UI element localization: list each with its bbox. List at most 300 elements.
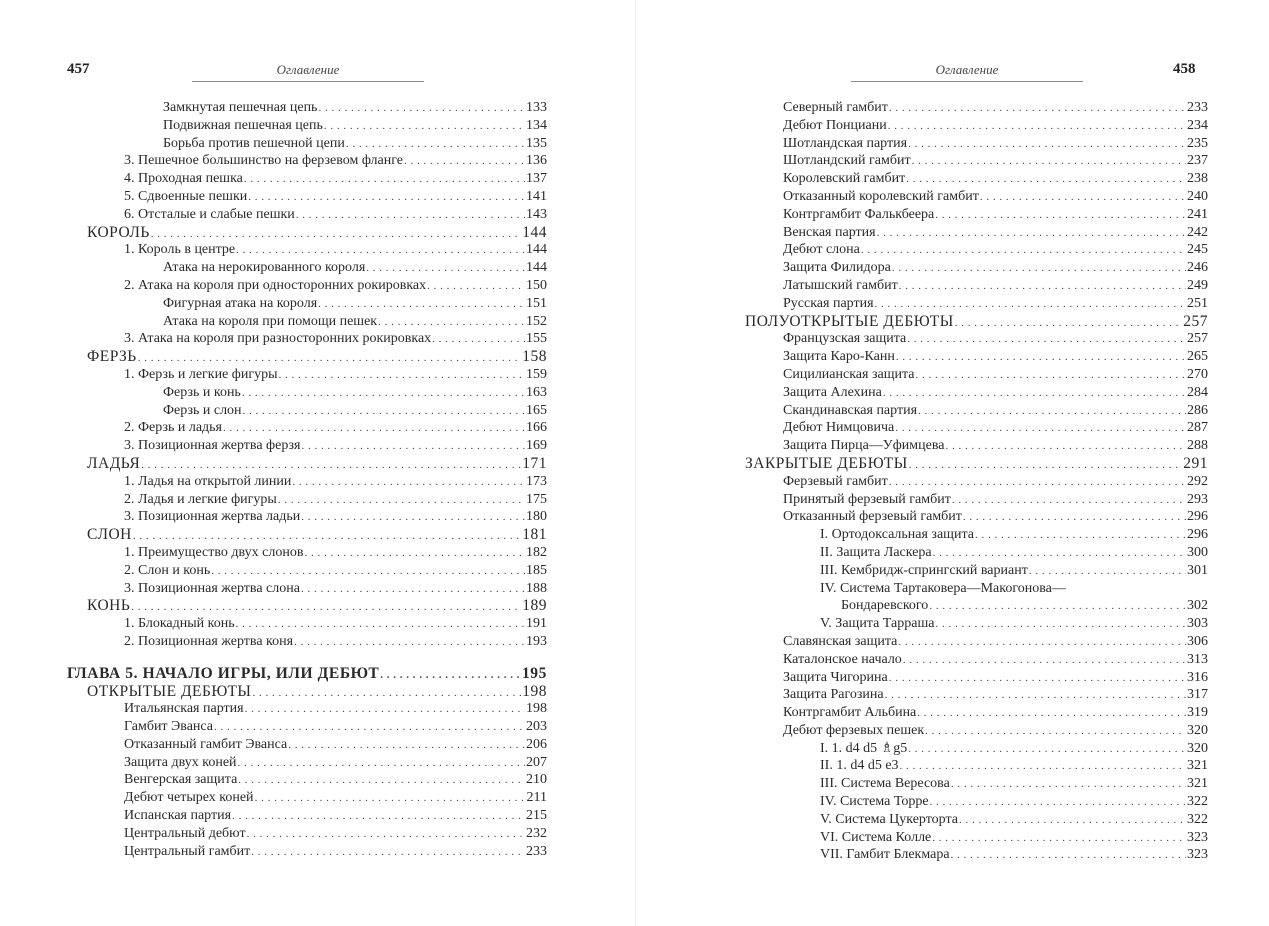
dot-leader bbox=[906, 171, 1186, 189]
dot-leader bbox=[963, 509, 1186, 527]
toc-entry-title: Шотландская партия bbox=[783, 135, 908, 151]
toc-page-number: 232 bbox=[526, 825, 547, 841]
dot-leader bbox=[899, 278, 1186, 296]
toc-entry-title: КОРОЛЬ bbox=[87, 223, 150, 241]
toc-entry bbox=[745, 686, 1208, 704]
toc-section-heading bbox=[745, 455, 1208, 473]
toc-entry-title: Защита Рагозина bbox=[783, 687, 884, 703]
toc-entry bbox=[745, 597, 1208, 615]
toc-page-number: 257 bbox=[1187, 331, 1208, 347]
toc-entry-title: II. Защита Ласкера bbox=[820, 544, 932, 560]
toc-page-number: 296 bbox=[1187, 509, 1208, 525]
toc-entry-title: Ферзь и слон bbox=[163, 402, 242, 418]
dot-leader bbox=[427, 278, 525, 296]
dot-leader bbox=[278, 492, 525, 510]
toc-entry-title: Бондаревского bbox=[841, 598, 929, 614]
toc-entry-title: Атака на нерокированного короля bbox=[163, 260, 366, 276]
dot-leader bbox=[889, 100, 1186, 118]
dot-leader bbox=[247, 826, 525, 844]
toc-entry-title: IV. Система Торре bbox=[820, 794, 929, 810]
toc-entry-title: 2. Ферзь и ладья bbox=[124, 420, 222, 436]
toc-entry-title: Дебют четырех коней bbox=[124, 790, 254, 806]
toc-page-number: 198 bbox=[522, 682, 547, 700]
dot-leader bbox=[903, 652, 1186, 670]
dot-leader bbox=[296, 207, 525, 225]
dot-leader bbox=[252, 685, 521, 703]
toc-entry bbox=[745, 526, 1208, 544]
toc-entry bbox=[745, 473, 1208, 491]
toc-entry bbox=[745, 99, 1208, 117]
dot-leader bbox=[908, 741, 1186, 759]
toc-entry-title: Защита Пирца—Уфимцева bbox=[783, 438, 945, 454]
dot-leader bbox=[952, 492, 1186, 510]
toc-entry-title: Испанская партия bbox=[124, 808, 232, 824]
toc-section-heading bbox=[67, 683, 547, 701]
toc-entry bbox=[67, 313, 547, 331]
dot-leader bbox=[930, 794, 1186, 812]
toc-entry bbox=[67, 807, 547, 825]
toc-entry-title: ГЛАВА 5. НАЧАЛО ИГРЫ, ИЛИ ДЕБЮТ bbox=[67, 664, 380, 682]
toc-section-heading bbox=[67, 455, 547, 473]
toc-page-number: 292 bbox=[1187, 473, 1208, 489]
toc-entry bbox=[67, 259, 547, 277]
toc-entry-title: Защита Филидора bbox=[783, 260, 891, 276]
toc-entry-title: VI. Система Колле bbox=[820, 829, 932, 845]
toc-entry-title: ЗАКРЫТЫЕ ДЕБЮТЫ bbox=[745, 454, 908, 472]
toc-entry bbox=[745, 740, 1208, 758]
toc-page-number: 175 bbox=[526, 491, 547, 507]
toc-section-heading bbox=[67, 526, 547, 544]
toc-entry-title: Дебют Понциани bbox=[783, 117, 887, 133]
dot-leader bbox=[223, 420, 525, 438]
toc-page-number: 249 bbox=[1187, 277, 1208, 293]
toc-entry-title: 2. Слон и конь bbox=[124, 562, 211, 578]
dot-leader bbox=[301, 509, 525, 527]
dot-leader bbox=[933, 545, 1186, 563]
toc-entry bbox=[745, 615, 1208, 633]
toc-entry-title: Защита Алехина bbox=[783, 384, 882, 400]
toc-page-number: 233 bbox=[526, 843, 547, 859]
dot-leader bbox=[900, 758, 1186, 776]
toc-entry-title: Отказанный королевский гамбит bbox=[783, 188, 979, 204]
toc-entry bbox=[745, 669, 1208, 687]
toc-page-number: 141 bbox=[526, 188, 547, 204]
toc-entry bbox=[67, 295, 547, 313]
toc-page-number: 251 bbox=[1187, 295, 1208, 311]
toc-page-number: 323 bbox=[1187, 847, 1208, 863]
toc-entry-title: V. Защита Тарраша bbox=[820, 616, 935, 632]
toc-page-number: 321 bbox=[1187, 758, 1208, 774]
toc-entry bbox=[67, 771, 547, 789]
toc-entry-title: Контргамбит Фалькбеера bbox=[783, 206, 935, 222]
header-rule bbox=[192, 81, 424, 82]
dot-leader bbox=[909, 457, 1183, 475]
dot-leader bbox=[301, 581, 525, 599]
toc-entry bbox=[67, 736, 547, 754]
toc-entry bbox=[745, 508, 1208, 526]
dot-leader bbox=[951, 776, 1186, 794]
toc-entry bbox=[745, 259, 1208, 277]
toc-section-heading bbox=[745, 313, 1208, 331]
toc-entry-title: II. 1. d4 d5 e3 bbox=[820, 758, 899, 774]
toc-page-number: 150 bbox=[526, 277, 547, 293]
toc-entry-title: I. 1. d4 d5 ♗g5 bbox=[820, 740, 908, 756]
toc-page-number: 203 bbox=[526, 719, 547, 735]
dot-leader bbox=[255, 790, 526, 808]
toc-page-number: 316 bbox=[1187, 669, 1208, 685]
toc-entry bbox=[745, 224, 1208, 242]
toc-page-number: 191 bbox=[526, 616, 547, 632]
toc-entry-title: Скандинавская партия bbox=[783, 402, 918, 418]
toc-entry bbox=[745, 793, 1208, 811]
toc-entry-title: Центральный гамбит bbox=[124, 843, 251, 859]
toc-entry-title: Дебют ферзевых пешек bbox=[783, 722, 925, 738]
toc-page-number: 211 bbox=[526, 790, 547, 806]
toc-page-number: 246 bbox=[1187, 260, 1208, 276]
toc-page-number: 163 bbox=[526, 384, 547, 400]
toc-entry-title: 3. Позиционная жертва слона bbox=[124, 580, 300, 596]
dot-leader bbox=[301, 438, 525, 456]
dot-leader bbox=[292, 474, 525, 492]
dot-leader bbox=[346, 136, 525, 154]
toc-page-number: 143 bbox=[526, 206, 547, 222]
dot-leader bbox=[242, 385, 525, 403]
dot-leader bbox=[885, 687, 1186, 705]
toc-entry-title: 2. Атака на короля при односторонних рокировках bbox=[124, 277, 427, 293]
toc-page-number: 151 bbox=[526, 295, 547, 311]
toc-entry bbox=[67, 843, 547, 861]
toc-entry bbox=[745, 580, 1208, 598]
toc-page-number: 301 bbox=[1187, 562, 1208, 578]
toc-entry-title: Принятый ферзевый гамбит bbox=[783, 491, 951, 507]
toc-page-number: 322 bbox=[1187, 811, 1208, 827]
toc-page-number: 180 bbox=[526, 509, 547, 525]
dot-leader bbox=[888, 118, 1186, 136]
toc-entry bbox=[745, 757, 1208, 775]
toc-entry bbox=[745, 722, 1208, 740]
toc-entry-title: 4. Проходная пешка bbox=[124, 171, 243, 187]
toc-page-number: 237 bbox=[1187, 153, 1208, 169]
toc-entry bbox=[745, 651, 1208, 669]
toc-entry bbox=[745, 277, 1208, 295]
dot-leader bbox=[889, 474, 1186, 492]
toc-entry-title: 1. Ладья на открытой линии bbox=[124, 473, 292, 489]
toc-entry bbox=[745, 775, 1208, 793]
dot-leader bbox=[279, 367, 525, 385]
toc-page-number: 321 bbox=[1187, 776, 1208, 792]
running-head: Оглавление bbox=[935, 62, 999, 77]
dot-leader bbox=[892, 260, 1186, 278]
toc-entry-title: VII. Гамбит Блекмара bbox=[820, 847, 950, 863]
toc-page-number: 144 bbox=[526, 260, 547, 276]
toc-entry-title: Каталонское начало bbox=[783, 651, 902, 667]
dot-leader bbox=[243, 403, 525, 421]
toc-entry bbox=[67, 384, 547, 402]
page-number: 458 bbox=[1173, 61, 1196, 77]
toc-entry bbox=[67, 825, 547, 843]
toc-entry-title: ОТКРЫТЫЕ ДЕБЮТЫ bbox=[87, 682, 252, 700]
dot-leader bbox=[214, 719, 525, 737]
toc-page-number: 240 bbox=[1187, 188, 1208, 204]
toc-entry bbox=[745, 206, 1208, 224]
toc-page-number: 181 bbox=[522, 526, 547, 544]
toc-entry bbox=[67, 754, 547, 772]
dot-leader bbox=[955, 315, 1182, 333]
toc-page-number: 136 bbox=[526, 153, 547, 169]
header-rule bbox=[851, 81, 1083, 82]
toc-entry-title: I. Ортодоксальная защита bbox=[820, 527, 974, 543]
dot-leader bbox=[875, 296, 1186, 314]
toc-entry-title: 3. Позиционная жертва ладьи bbox=[124, 509, 301, 525]
toc-page-number: 291 bbox=[1183, 454, 1208, 472]
toc-entry bbox=[67, 277, 547, 295]
toc-entry bbox=[745, 366, 1208, 384]
toc-entry bbox=[67, 580, 547, 598]
toc-entry bbox=[745, 330, 1208, 348]
toc-entry-title: Королевский гамбит bbox=[783, 171, 906, 187]
toc-entry bbox=[745, 544, 1208, 562]
dot-leader bbox=[959, 812, 1186, 830]
toc-entry bbox=[67, 330, 547, 348]
dot-leader bbox=[366, 260, 525, 278]
dot-leader bbox=[861, 242, 1186, 260]
dot-leader bbox=[236, 242, 525, 260]
dot-leader bbox=[929, 598, 1186, 616]
toc-entry bbox=[745, 152, 1208, 170]
toc-entry bbox=[67, 633, 547, 651]
dot-leader bbox=[975, 527, 1186, 545]
toc-entry-title: Защита двух коней bbox=[124, 754, 237, 770]
toc-entry-title: 1. Ферзь и легкие фигуры bbox=[124, 366, 278, 382]
toc-entry-title: Русская партия bbox=[783, 295, 874, 311]
toc-entry-title: Борьба против пешечной цепи bbox=[163, 135, 345, 151]
toc-entry bbox=[67, 419, 547, 437]
toc-page-number: 210 bbox=[526, 772, 547, 788]
toc-entry-title: СЛОН bbox=[87, 526, 132, 544]
dot-leader bbox=[915, 367, 1186, 385]
toc-page-number: 287 bbox=[1187, 420, 1208, 436]
dot-leader bbox=[324, 118, 525, 136]
dot-leader bbox=[251, 844, 525, 862]
toc-entry-title: 3. Атака на короля при разносторонних рокировках bbox=[124, 331, 432, 347]
toc-entry-title: Защита Чигорина bbox=[783, 669, 888, 685]
toc-entry-title: Дебют Нимцовича bbox=[783, 420, 895, 436]
toc-entry-title: Замкнутая пешечная цепь bbox=[163, 100, 318, 115]
toc-page-number: 144 bbox=[526, 242, 547, 258]
dot-leader bbox=[232, 808, 525, 826]
toc-page-number: 322 bbox=[1187, 794, 1208, 810]
toc-entry-title: Подвижная пешечная цепь bbox=[163, 117, 323, 133]
toc-page-number: 306 bbox=[1187, 633, 1208, 649]
toc-entry-title: Дебют слона bbox=[783, 242, 860, 258]
toc-page-number: 207 bbox=[526, 754, 547, 770]
toc-entry-title: Отказанный гамбит Эванса bbox=[124, 736, 288, 752]
toc-entry-title: Французская защита bbox=[783, 331, 907, 347]
toc-entry-title: Гамбит Эванса bbox=[124, 719, 214, 735]
toc-entry-title: Ферзевый гамбит bbox=[783, 473, 888, 489]
toc-page-number: 238 bbox=[1187, 171, 1208, 187]
toc-entry-title: Центральный дебют bbox=[124, 825, 246, 841]
toc-entry-title: Фигурная атака на короля bbox=[163, 295, 318, 311]
toc-entry bbox=[67, 117, 547, 135]
toc-section-heading bbox=[67, 348, 547, 366]
dot-leader bbox=[883, 385, 1186, 403]
toc-page-number: 313 bbox=[1187, 651, 1208, 667]
toc-page-number: 173 bbox=[526, 473, 547, 489]
toc-page-number: 135 bbox=[526, 135, 547, 151]
toc-entry bbox=[745, 117, 1208, 135]
toc-entry bbox=[67, 544, 547, 562]
toc-page-number: 302 bbox=[1187, 598, 1208, 614]
toc-page-number: 134 bbox=[526, 117, 547, 133]
dot-leader bbox=[912, 153, 1186, 171]
toc-entry-title: ЛАДЬЯ bbox=[87, 454, 141, 472]
toc-entry bbox=[745, 846, 1208, 864]
dot-leader bbox=[318, 296, 525, 314]
dot-leader bbox=[304, 545, 525, 563]
dot-leader bbox=[896, 349, 1186, 367]
dot-leader bbox=[907, 331, 1186, 349]
toc-entry-title: ФЕРЗЬ bbox=[87, 348, 137, 366]
toc-page-number: 189 bbox=[522, 597, 547, 615]
toc-entry-title: Шотландский гамбит bbox=[783, 153, 911, 169]
toc-entry bbox=[745, 419, 1208, 437]
dot-leader bbox=[895, 420, 1186, 438]
toc-page-number: 242 bbox=[1187, 224, 1208, 240]
toc-entry-title: Сицилианская защита bbox=[783, 366, 915, 382]
running-head: Оглавление bbox=[276, 62, 340, 77]
toc-page-number: 215 bbox=[526, 808, 547, 824]
toc-page-number: 270 bbox=[1187, 366, 1208, 382]
toc-entry-title: 3. Позиционная жертва ферзя bbox=[124, 438, 301, 454]
toc-entry bbox=[745, 437, 1208, 455]
toc-entry bbox=[745, 829, 1208, 847]
toc-entry-title: Северный гамбит bbox=[783, 100, 888, 115]
toc-page-number: 303 bbox=[1187, 616, 1208, 632]
toc-entry bbox=[67, 366, 547, 384]
dot-leader bbox=[378, 314, 525, 332]
dot-leader bbox=[889, 670, 1186, 688]
toc-page-number: 257 bbox=[1183, 312, 1208, 330]
toc-entry-title: 1. Король в центре bbox=[124, 242, 236, 258]
toc-entry-title: 6. Отсталые и слабые пешки bbox=[124, 206, 295, 222]
dot-leader bbox=[932, 830, 1186, 848]
toc-page-number: 284 bbox=[1187, 384, 1208, 400]
toc-entry-title: Латышский гамбит bbox=[783, 277, 898, 293]
toc-entry-title: 1. Преимущество двух слонов bbox=[124, 544, 304, 560]
toc-entry-title: Венская партия bbox=[783, 224, 876, 240]
toc-entry bbox=[67, 188, 547, 206]
toc-page-number: 133 bbox=[526, 100, 547, 115]
toc-entry bbox=[67, 615, 547, 633]
toc-entry-title: Контргамбит Альбина bbox=[783, 705, 917, 721]
toc-entry-title: Венгерская защита bbox=[124, 772, 238, 788]
right-page bbox=[636, 0, 1269, 926]
toc-entry bbox=[745, 562, 1208, 580]
dot-leader bbox=[211, 563, 525, 581]
dot-leader bbox=[432, 331, 525, 349]
dot-leader bbox=[925, 723, 1186, 741]
toc-page-number: 317 bbox=[1187, 687, 1208, 703]
toc-entry bbox=[745, 402, 1208, 420]
toc-entry-title: III. Система Вересова bbox=[820, 776, 950, 792]
toc-page-number: 165 bbox=[526, 402, 547, 418]
toc-entry-title: 5. Сдвоенные пешки bbox=[124, 188, 248, 204]
toc-entry-title: Славянская защита bbox=[783, 633, 898, 649]
toc-entry bbox=[67, 241, 547, 259]
toc-entry bbox=[745, 811, 1208, 829]
dot-leader bbox=[404, 153, 525, 171]
dot-leader bbox=[294, 634, 525, 652]
dot-leader bbox=[935, 207, 1186, 225]
dot-leader bbox=[877, 225, 1186, 243]
toc-entry bbox=[745, 704, 1208, 722]
toc-entry-title: Ферзь и конь bbox=[163, 384, 241, 400]
toc-entry bbox=[67, 562, 547, 580]
dot-leader bbox=[918, 403, 1186, 421]
dot-leader bbox=[236, 616, 525, 634]
toc-entry bbox=[67, 789, 547, 807]
toc-page-number: 169 bbox=[526, 438, 547, 454]
toc-entry bbox=[745, 348, 1208, 366]
toc-entry bbox=[745, 188, 1208, 206]
toc-entry-title: 2. Позиционная жертва коня bbox=[124, 633, 294, 649]
dot-leader bbox=[380, 667, 521, 685]
toc-section-heading bbox=[67, 597, 547, 615]
table-of-contents bbox=[745, 99, 1208, 864]
toc-section-heading bbox=[67, 665, 547, 683]
toc-entry bbox=[67, 718, 547, 736]
toc-entry bbox=[67, 700, 547, 718]
toc-entry-title: 2. Ладья и легкие фигуры bbox=[124, 491, 277, 507]
toc-page-number: 300 bbox=[1187, 544, 1208, 560]
toc-page-number: 320 bbox=[1187, 722, 1208, 738]
toc-page-number: 234 bbox=[1187, 117, 1208, 133]
toc-entry-title: IV. Система Тартаковера—Макогонова— bbox=[820, 580, 1066, 596]
page-number: 457 bbox=[67, 61, 90, 77]
toc-page-number: 158 bbox=[522, 348, 547, 366]
toc-entry bbox=[67, 402, 547, 420]
toc-entry-title: ПОЛУОТКРЫТЫЕ ДЕБЮТЫ bbox=[745, 312, 954, 330]
toc-page-number: 241 bbox=[1187, 206, 1208, 222]
toc-entry-title: Защита Каро-Канн bbox=[783, 349, 895, 365]
dot-leader bbox=[946, 438, 1187, 456]
toc-page-number: 155 bbox=[526, 331, 547, 347]
toc-page-number: 152 bbox=[526, 313, 547, 329]
toc-page-number: 319 bbox=[1187, 705, 1208, 721]
dot-leader bbox=[245, 701, 525, 719]
toc-page-number: 323 bbox=[1187, 829, 1208, 845]
toc-entry bbox=[745, 384, 1208, 402]
toc-page-number: 185 bbox=[526, 562, 547, 578]
toc-page-number: 293 bbox=[1187, 491, 1208, 507]
dot-leader bbox=[318, 100, 525, 118]
toc-entry-title: V. Система Цукерторта bbox=[820, 811, 959, 827]
toc-page-number: 265 bbox=[1187, 349, 1208, 365]
toc-entry bbox=[67, 152, 547, 170]
toc-entry bbox=[67, 170, 547, 188]
toc-entry bbox=[67, 508, 547, 526]
toc-entry-title: Атака на короля при помощи пешек bbox=[163, 313, 378, 329]
toc-entry bbox=[745, 135, 1208, 153]
toc-page-number: 288 bbox=[1187, 438, 1208, 454]
toc-page-number: 193 bbox=[526, 633, 547, 649]
toc-page-number: 144 bbox=[522, 223, 547, 241]
toc-page-number: 233 bbox=[1187, 100, 1208, 115]
toc-page-number: 171 bbox=[522, 454, 547, 472]
toc-entry bbox=[67, 473, 547, 491]
dot-leader bbox=[248, 189, 525, 207]
